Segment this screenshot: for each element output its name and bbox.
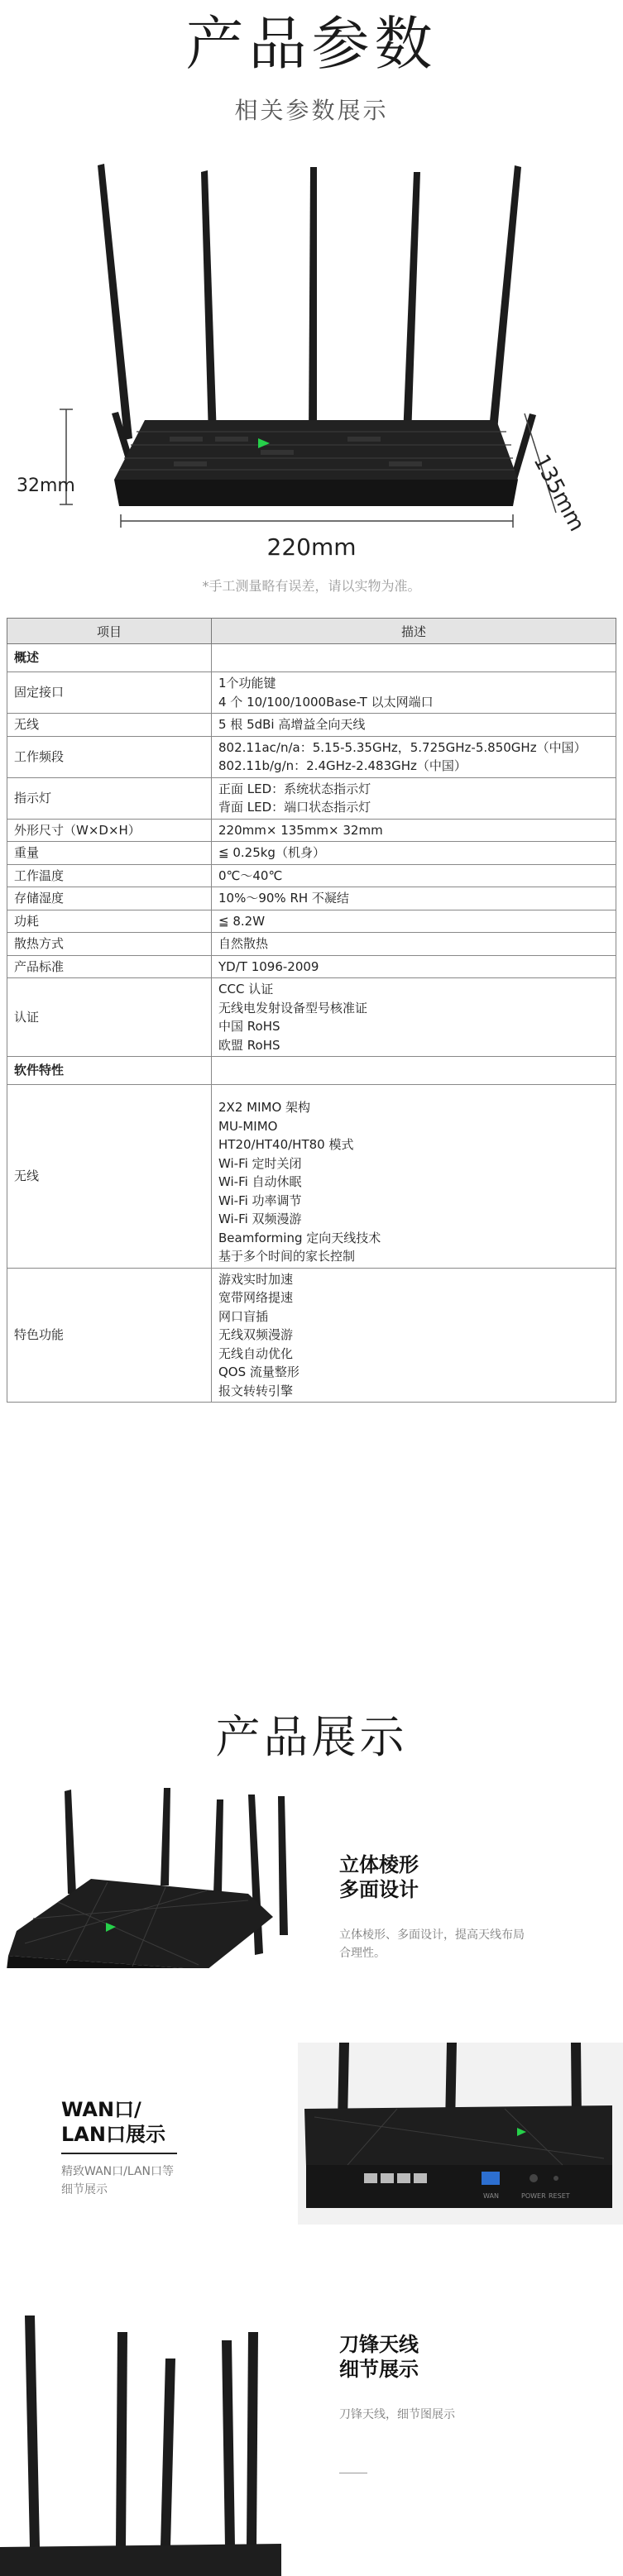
feature-title-2: WAN口/ LAN口展示 [61,2098,165,2146]
desc-line [218,1087,609,1098]
table-cell-item: 产品标准 [7,955,212,978]
desc-line: 0℃～40℃ [218,867,283,883]
desc-line: CCC 认证 [218,982,274,996]
dimension-depth: 135mm [528,451,590,536]
table-cell-item: 软件特性 [7,1057,212,1085]
table-cell-item: 指示灯 [7,777,212,819]
desc-line: 802.11b/g/n：2.4GHz-2.483GHz（中国） [218,758,467,773]
router-antenna-image [0,2299,281,2576]
desc-line: 基于多个时间的家长控制 [218,1249,356,1264]
table-row [7,644,616,672]
wan-port-icon [482,2172,500,2185]
table-cell-desc [212,887,616,910]
table-row [7,955,616,978]
table-row [7,842,616,865]
desc-line: 游戏实时加速 [218,1271,294,1287]
table-row [7,1268,616,1403]
wan-label: WAN [483,2192,499,2200]
feature-title-1: 立体棱形 多面设计 [339,1853,419,1901]
table-cell-item: 无线 [7,714,212,737]
desc-line: 报文转转引擎 [218,1383,294,1398]
reset-label: RESET [549,2192,570,2200]
desc-line: 802.11ac/n/a：5.15-5.35GHz，5.725GHz-5.850GHz（中国） [218,739,587,755]
desc-line: HT20/HT40/HT80 模式 [218,1137,354,1152]
table-cell-item: 散热方式 [7,933,212,956]
table-cell-desc [212,842,616,865]
table-cell-desc [212,955,616,978]
desc-line: 1个功能键 [218,676,276,691]
feature-desc-1: 立体棱形、多面设计，提高天线布局 合理性。 [339,1928,525,1960]
page-subtitle: 相关参数展示 [234,97,389,124]
spec-table-body [7,644,616,1403]
table-cell-item: 功耗 [7,910,212,933]
router-dimension-image [0,132,623,562]
router-angled-image [0,1778,323,1968]
table-row [7,1085,616,1269]
table-header-row [7,619,616,644]
table-cell-item: 重量 [7,842,212,865]
table-cell-desc [212,736,616,777]
desc-line: ≦ 8.2W [218,913,266,929]
desc-line: 欧盟 RoHS [218,1037,280,1053]
desc-line: 无线电发射设备型号核准证 [218,1000,368,1016]
table-cell-desc [212,1057,616,1085]
desc-line: 无线自动优化 [218,1345,294,1361]
feature-desc-2: 精致WAN口/LAN口等 细节展示 [61,2165,175,2196]
desc-line: MU-MIMO [218,1118,278,1134]
table-cell-item: 固定接口 [7,672,212,714]
table-cell-item: 认证 [7,978,212,1057]
desc-line: 2X2 MIMO 架构 [218,1100,311,1115]
power-label: POWER [521,2192,546,2200]
table-cell-desc [212,714,616,737]
table-cell-item: 特色功能 [7,1268,212,1403]
table-cell-desc [212,978,616,1057]
table-cell-desc [212,910,616,933]
desc-line: 4 个 10/100/1000Base-T 以太网端口 [218,694,434,710]
desc-line: Wi-Fi 定时关闭 [218,1155,302,1171]
table-cell-item: 工作频段 [7,736,212,777]
table-row [7,978,616,1057]
desc-line: 220mm× 135mm× 32mm [218,822,383,838]
desc-line: YD/T 1096-2009 [218,958,319,974]
table-row [7,736,616,777]
dimension-height: 32mm [17,476,75,496]
router-ports-image [298,2043,623,2225]
table-header-desc: 描述 [212,619,616,644]
desc-line: QOS 流量整形 [218,1364,300,1379]
table-row [7,910,616,933]
showcase-title: 产品展示 [215,1711,408,1763]
page-title: 产品参数 [185,10,438,78]
desc-line: ≦ 0.25kg（机身） [218,845,325,860]
desc-line: 中国 RoHS [218,1019,280,1034]
desc-line: 10%～90% RH 不凝结 [218,891,349,906]
table-cell-desc [212,933,616,956]
table-row [7,672,616,714]
desc-line: Wi-Fi 双频漫游 [218,1212,302,1226]
table-cell-desc [212,777,616,819]
measurement-note: *手工测量略有误差，请以实物为准。 [202,578,421,594]
desc-line: 正面 LED：系统状态指示灯 [218,781,371,796]
table-cell-item: 外形尺寸（W×D×H） [7,819,212,842]
table-row [7,933,616,956]
desc-line: 网口盲插 [218,1308,269,1324]
desc-line: 自然散热 [218,936,269,951]
table-header-item: 项目 [7,619,212,644]
router-body [114,420,518,506]
table-cell-desc [212,644,616,672]
table-cell-desc [212,864,616,887]
table-cell-item: 无线 [7,1085,212,1269]
table-cell-item: 概述 [7,644,212,672]
desc-line: Wi-Fi 功率调节 [218,1192,302,1208]
desc-line: 宽带网络提速 [218,1290,294,1305]
table-row [7,1057,616,1085]
desc-line: 无线双频漫游 [218,1327,294,1342]
table-row [7,864,616,887]
desc-line: 5 根 5dBi 高增益全向天线 [218,717,366,732]
table-cell-desc [212,1085,616,1269]
table-cell-desc [212,819,616,842]
dimension-width: 220mm [266,533,357,561]
table-cell-desc [212,672,616,714]
desc-line: Beamforming 定向天线技术 [218,1230,381,1245]
table-row [7,777,616,819]
spec-table [7,618,616,1403]
table-row [7,714,616,737]
desc-line: 背面 LED：端口状态指示灯 [218,800,371,815]
desc-line: Wi-Fi 自动休眠 [218,1174,302,1189]
table-row [7,819,616,842]
table-cell-desc [212,1268,616,1403]
feature-desc-3: 刀锋天线，细节图展示 [339,2408,455,2421]
feature-divider-2 [61,2153,177,2154]
feature-title-3: 刀锋天线 细节展示 [339,2333,419,2381]
table-cell-item: 存储湿度 [7,887,212,910]
table-row [7,887,616,910]
table-cell-item: 工作温度 [7,864,212,887]
